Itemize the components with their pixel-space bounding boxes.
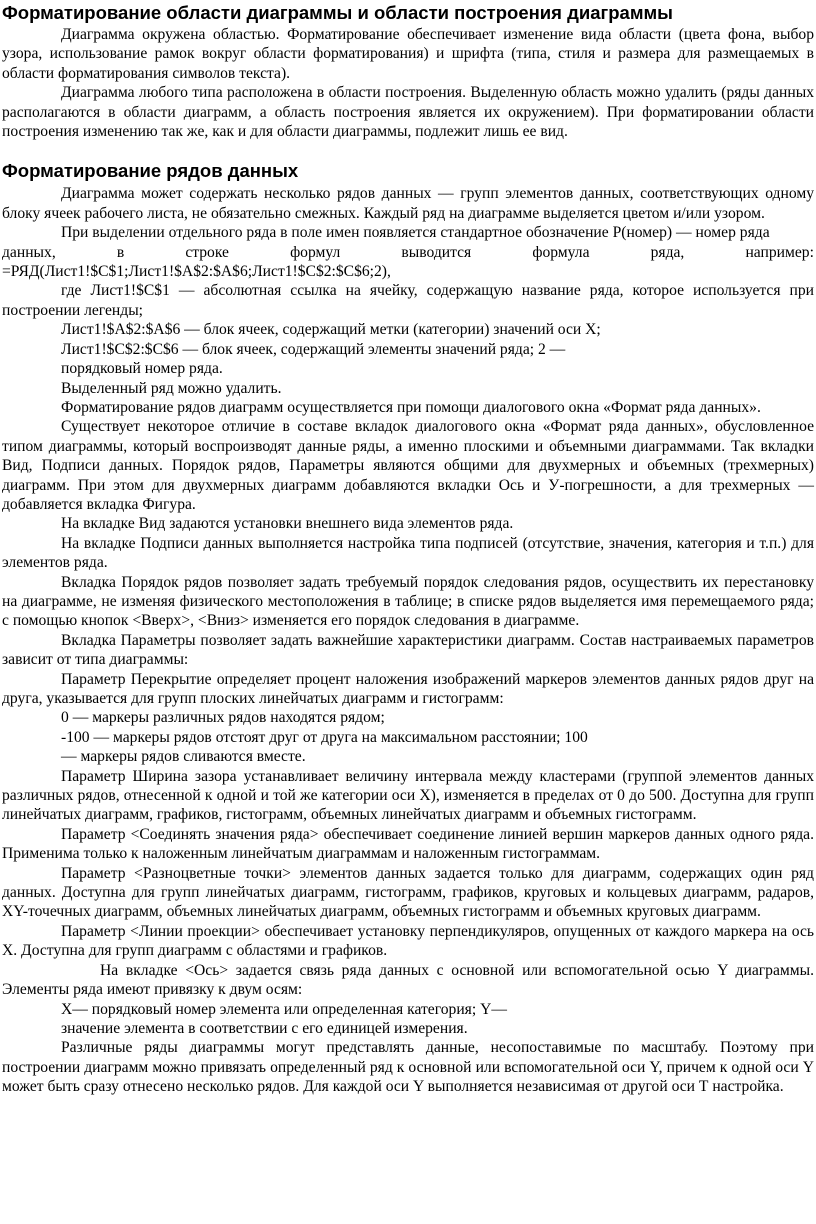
paragraph-tab-axis: На вкладке <Ось> задается связь ряда данных с основной или вспомогательной осью Y диаграммы. Элементы ряда имеют привязку к двум осям: (2, 961, 814, 999)
paragraph-format-dialog: Форматирование рядов диаграмм осуществляется при помощи диалогового окна «Формат ряда данных». (61, 398, 761, 416)
paragraph-series-select-intro: При выделении отдельного ряда в поле имен появляется стандартное обозначение Р(номер) — номер ряда (61, 224, 770, 242)
paragraph-vary-colors: Параметр <Разноцветные точки> элементов данных задается только для диаграмм, содержащих один ряд данных. Доступна для групп линейчатых диаграмм, гистограмм, графиков, круговых и кольцевых диаграмм, радаров, XY-точечных диаграмм, объемных линейчатых диаграмм, объемных гистограмм и объемных круговых диаграмм. (2, 864, 814, 921)
series-formula: =РЯД(Лист1!$С$1;Лист1!$А$2:$А$6;Лист1!$С$2:$С$6;2), (2, 263, 391, 281)
select-word: например: (745, 243, 814, 261)
paragraph-gap-width: Параметр Ширина зазора устанавливает величину интервала между кластерами (группой элементов данных различных рядов, отнесенной к одной и той же категории оси X), изменяется в пределах от 0 до 500. Доступна для групп линейчатых диаграмм, графиков, гистограмм, объемных линейчатых диаграмм и объемных гистограмм. (2, 767, 814, 824)
paragraph-connect-values: Параметр <Соединять значения ряда> обеспечивает соединение линией вершин маркеров данных одного ряда. Применима только к наложенным линейчатым диаграммам и наложенным гистограммам. (2, 825, 814, 863)
paragraph-scale: Различные ряды диаграммы могут представлять данные, несопоставимые по масштабу. Поэтому при построении диаграмм можно привязать определенный ряд к основной или вспомогательной оси Y, причем к одной оси Y может быть сразу отнесено несколько рядов. Для каждой оси Y выполняется независимая от другой оси Т настройка. (2, 1039, 814, 1096)
overlap-100: — маркеры рядов сливаются вместе. (61, 748, 306, 766)
overlap-minus-100: -100 — маркеры рядов отстоят друг от друга на максимальном расстоянии; 100 (61, 728, 588, 746)
paragraph-tab-view: На вкладке Вид задаются установки внешнего вида элементов ряда. (61, 515, 514, 533)
paragraph-series-groups: Диаграмма может содержать несколько рядов данных — групп элементов данных, соответствующих одному блоку ячеек рабочего листа, не обязательно смежных. Каждый ряд на диаграмме выделяется цветом и/или узором. (2, 185, 814, 222)
select-word: ряда, (650, 243, 685, 261)
paragraph-series-select-line (2, 243, 814, 262)
paragraph-chart-area: Диаграмма окружена областью. Форматирование обеспечивает изменение вида области (цвета фона, выбор узора, использование рамок вокруг области форматирования) и шрифта (типа, стиля и размера для размещаемых в области форматирования символов текста). (2, 26, 814, 82)
paragraph-plot-area: Диаграмма любого типа расположена в области построения. Выделенную область можно удалить (ряды данных располагаются в области диаграмм, а область построения является их окружением). При форматировании области построения изменению так же, как и для области диаграммы, подлежит лишь ее вид. (2, 84, 814, 141)
paragraph-overlap: Параметр Перекрытие определяет процент наложения изображений маркеров элементов данных рядов друг на друга, указывается для групп плоских линейчатых диаграмм и гистограмм: (2, 670, 814, 707)
section-title-data-series: Форматирование рядов данных (2, 160, 299, 182)
select-word: формула (532, 243, 590, 261)
paragraph-drop-lines: Параметр <Линии проекции> обеспечивает установку перпендикуляров, опущенных от каждого маркера на ось X. Доступна для групп диаграмм с областями и графиков. (2, 922, 814, 960)
select-word: формул (290, 243, 341, 261)
select-word: выводится (401, 243, 472, 261)
paragraph-series-where: где Лист1!$С$1 — абсолютная ссылка на ячейку, содержащую название ряда, которое используется при построении легенды; (2, 282, 814, 319)
paragraph-delete-series: Выделенный ряд можно удалить. (61, 379, 282, 397)
paragraph-tab-data-labels: На вкладке Подписи данных выполняется настройка типа подписей (отсутствие, значения, категория и т.п.) для элементов ряда. (2, 534, 814, 572)
reference-values: Лист1!$С$2:$С$6 — блок ячеек, содержащий элементы значений ряда; 2 — (61, 340, 566, 358)
axis-y-definition: значение элемента в соответствии с его единицей измерения. (61, 1019, 468, 1037)
paragraph-tab-series-order: Вкладка Порядок рядов позволяет задать требуемый порядок следования рядов, осуществить их перестановку на диаграмме, не изменяя физического местоположения в таблице; в списке рядов выделяется имя перемещаемого ряда; с помощью кнопок <Вверх>, <Вниз> изменяется его порядок следования в диаграмме. (2, 573, 814, 630)
reference-labels: Лист1!$А$2:$А$6 — блок ячеек, содержащий метки (категории) значений оси X; (61, 321, 601, 339)
paragraph-tabs-difference: Существует некоторое отличие в составе вкладок диалогового окна «Формат ряда данных», обусловленное типом диаграммы, который воспроизводят данные ряды, а именно плоскими и объемными диаграммами. Так вкладки Вид, Подписи данных. Порядок рядов, Параметры являются общими для двухмерных и объемных (трехмерных) диаграмм. При этом для двухмерных диаграмм добавляются вкладки Ось и У-погрешности, а для трехмерных — добавляется вкладка Фигура. (2, 418, 814, 513)
reference-number: порядковый номер ряда. (61, 360, 223, 378)
paragraph-tab-parameters: Вкладка Параметры позволяет задать важнейшие характеристики диаграмм. Состав настраиваемых параметров зависит от типа диаграммы: (2, 631, 814, 669)
section-title-chart-area: Форматирование области диаграммы и области построения диаграммы (2, 2, 673, 23)
select-word: данных, (2, 243, 56, 261)
select-word: в (116, 243, 125, 261)
select-word: строке (185, 243, 229, 261)
axis-x-definition: X— порядковый номер элемента или определенная категория; Y— (61, 1000, 507, 1018)
overlap-zero: 0 — маркеры различных рядов находятся рядом; (61, 709, 385, 727)
